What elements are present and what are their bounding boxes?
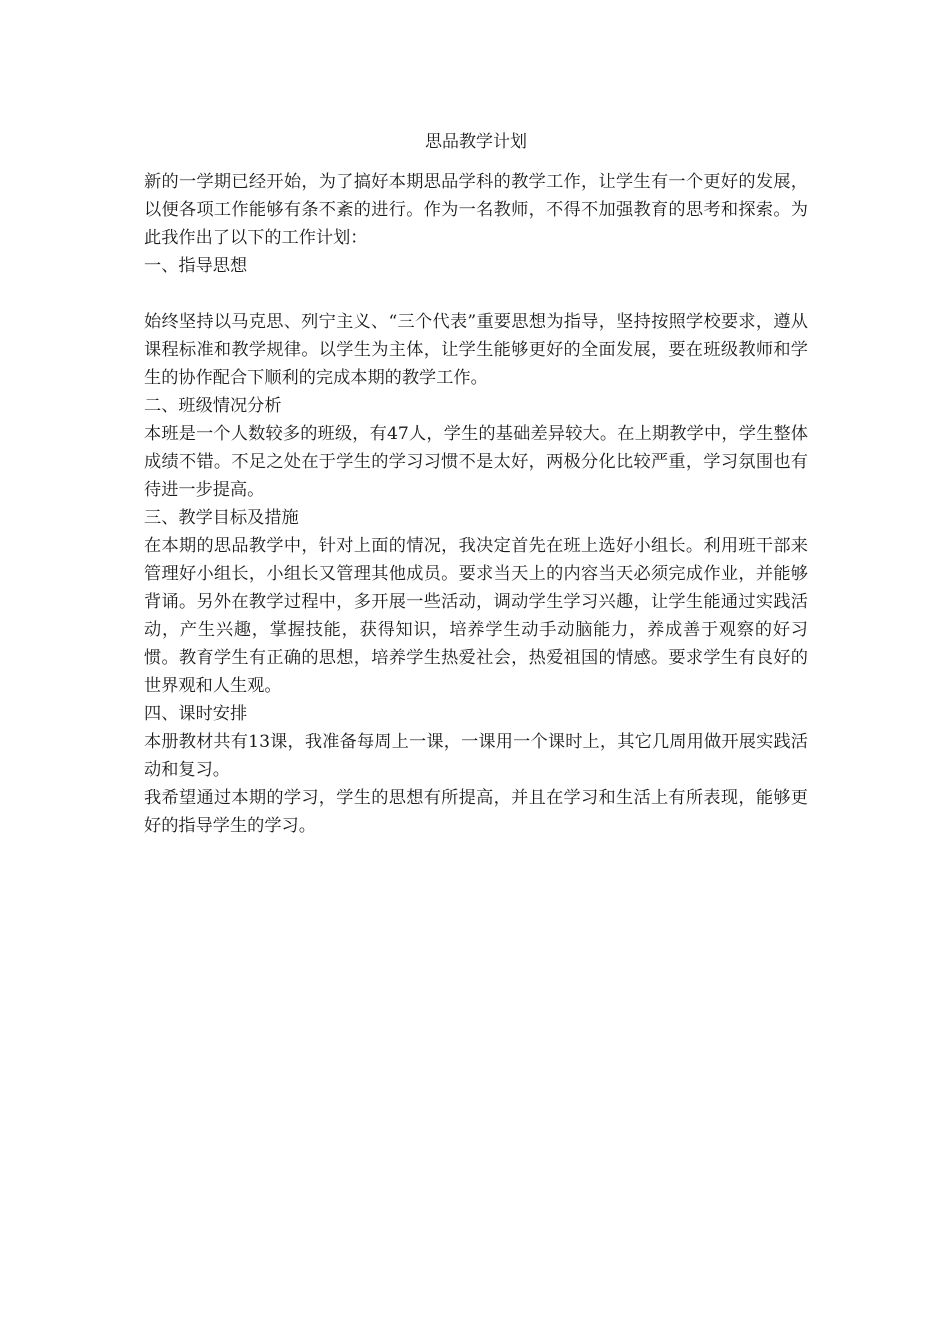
closing-paragraph: 我希望通过本期的学习，学生的思想有所提高，并且在学习和生活上有所表现，能够更好的指导学生的学习。	[144, 788, 808, 836]
section-body-class-analysis: 本班是一个人数较多的班级，有47人，学生的基础差异较大。在上期教学中，学生整体成绩不错。不足之处在于学生的学习习惯不是太好，两极分化比较严重，学习氛围也有待进一步提高。	[144, 424, 808, 500]
section-body-goals-measures: 在本期的思品教学中，针对上面的情况，我决定首先在班上选好小组长。利用班干部来管理好小组长，小组长又管理其他成员。要求当天上的内容当天必须完成作业，并能够背诵。另外在教学过程中，多开展一些活动，调动学生学习兴趣，让学生能通过实践活动，产生兴趣，掌握技能，获得知识，培养学生动手动脑能力，养成善于观察的好习惯。教育学生有正确的思想，培养学生热爱社会，热爱祖国的情感。要求学生有良好的世界观和人生观。	[144, 536, 808, 696]
section-body-guiding-ideology: 始终坚持以马克思、列宁主义、“三个代表”重要思想为指导，坚持按照学校要求，遵从课程标准和教学规律。以学生为主体，让学生能够更好的全面发展，要在班级教师和学生的协作配合下顺利的完成本期的教学工作。	[144, 312, 808, 388]
blank-line	[144, 280, 808, 308]
section-heading-schedule: 四、课时安排	[144, 704, 248, 724]
section-heading-guiding-ideology: 一、指导思想	[144, 256, 248, 276]
intro-paragraph: 新的一学期已经开始，为了搞好本期思品学科的教学工作，让学生有一个更好的发展，以便各项工作能够有条不紊的进行。作为一名教师，不得不加强教育的思考和探索。为此我作出了以下的工作计划：	[144, 172, 808, 248]
section-body-schedule: 本册教材共有13课，我准备每周上一课，一课用一个课时上，其它几周用做开展实践活动和复习。	[144, 732, 808, 780]
section-heading-class-analysis: 二、班级情况分析	[144, 396, 282, 416]
document-title: 思品教学计划	[425, 132, 527, 152]
section-heading-goals-measures: 三、教学目标及措施	[144, 508, 299, 528]
document-page	[144, 128, 808, 840]
